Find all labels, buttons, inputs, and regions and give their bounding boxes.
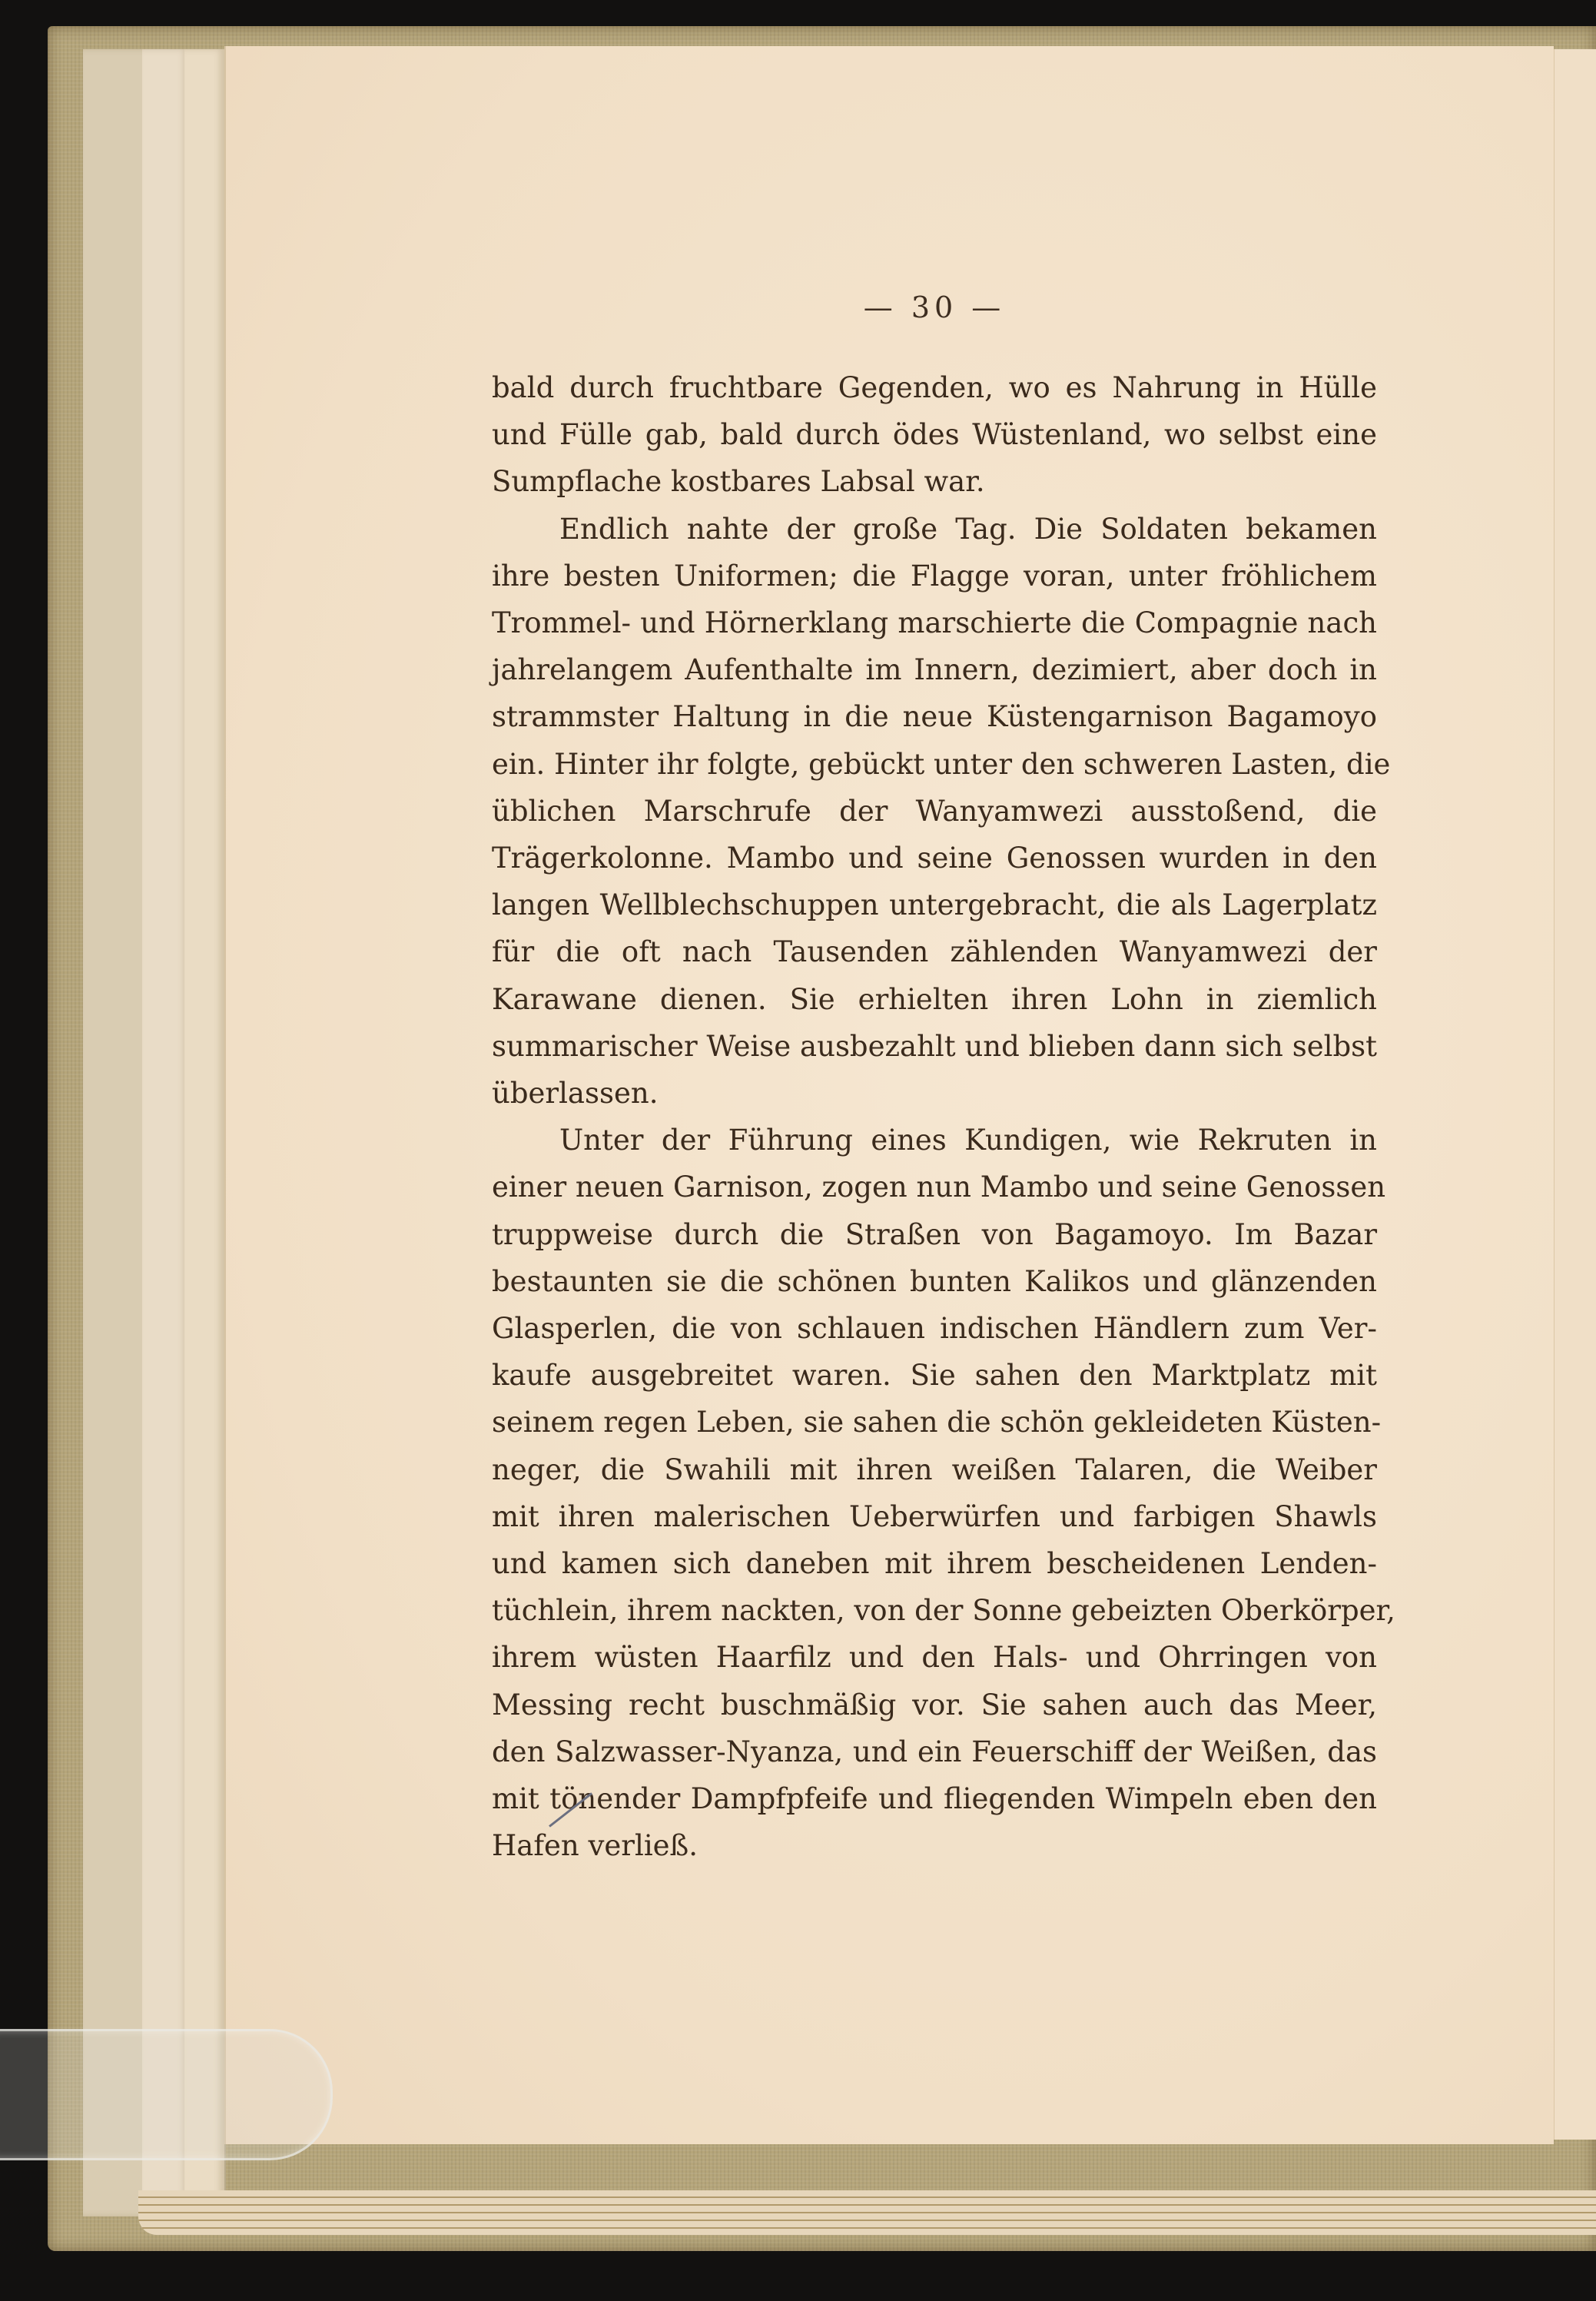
text-line: langen Wellblechschuppen untergebracht, die als Lagerplatz [492,888,1377,922]
text-line: kaufe ausgebreitet waren. Sie sahen den Marktplatz mit [492,1359,1377,1393]
text-line: Endlich nahte der große Tag. Die Soldaten bekamen [559,512,1377,546]
text-line: mit ihren malerischen Ueberwürfen und farbigen Shawls [492,1499,1377,1533]
page-edge-stack [142,49,190,2216]
text-line: Trägerkolonne. Mambo und seine Genossen wurden in den [492,842,1377,875]
text-line: neger, die Swahili mit ihren weißen Talaren, die Weiber [492,1453,1377,1486]
text-line: Messing recht buschmäßig vor. Sie sahen auch das Meer, [492,1688,1377,1722]
text-line: truppweise durch die Straßen von Bagamoyo. Im Bazar [492,1217,1377,1251]
text-line: Unter der Führung eines Kundigen, wie Rekruten in [559,1124,1377,1157]
text-line: Trommel- und Hörnerklang marschierte die Compagnie nach [492,606,1377,639]
text-line: Sumpflache kostbares Labsal war. [492,465,985,499]
text-line: und Fülle gab, bald durch ödes Wüstenland, wo selbst eine [492,418,1377,452]
text-line: Hafen verließ. [492,1829,698,1863]
text-line: ein. Hinter ihr folgte, gebückt unter den schweren Lasten, die [492,747,1391,781]
text-line: üblichen Marschrufe der Wanyamwezi ausstoßend, die [492,794,1377,828]
text-line: summarischer Weise ausbezahlt und blieben dann sich selbst [492,1029,1377,1063]
text-line: ihre besten Uniformen; die Flagge voran, unter fröhlichem [492,559,1377,593]
text-line: überlassen. [492,1077,659,1110]
text-line: seinem regen Leben, sie sahen die schön gekleideten Küsten- [492,1406,1382,1439]
adjacent-page-edge [1552,49,1596,2140]
text-line: ihrem wüsten Haarfilz und den Hals- und Ohrringen von [492,1641,1377,1675]
page-number: — 30 — [863,291,1006,324]
text-line: bestaunten sie die schönen bunten Kalikos und glänzenden [492,1264,1377,1298]
text-line: einer neuen Garnison, zogen nun Mambo und seine Genossen [492,1170,1386,1204]
text-line: und kamen sich daneben mit ihrem bescheidenen Lenden- [492,1547,1377,1580]
text-line: Karawane dienen. Sie erhielten ihren Lohn in ziemlich [492,982,1377,1016]
text-line: Glasperlen, die von schlauen indischen Händlern zum Ver- [492,1312,1377,1345]
text-line: tüchlein, ihrem nackten, von der Sonne gebeizten Oberkörper, [492,1594,1395,1628]
text-line: strammster Haltung in die neue Küstengarnison Bagamoyo [492,700,1377,734]
text-line: bald durch fruchtbare Gegenden, wo es Nahrung in Hülle [492,371,1377,404]
text-line: den Salzwasser-Nyanza, und ein Feuerschiff der Weißen, das [492,1735,1377,1768]
text-line: jahrelangem Aufenthalte im Innern, dezimiert, aber doch in [492,653,1377,687]
page-edge-stack-bottom [138,2190,1596,2235]
text-line: für die oft nach Tausenden zählenden Wanyamwezi der [492,935,1377,969]
transparent-page-clip [0,2029,333,2160]
text-line: mit tönender Dampfpfeife und fliegenden Wimpeln eben den [492,1782,1377,1815]
page-edge-stack [184,49,226,2216]
